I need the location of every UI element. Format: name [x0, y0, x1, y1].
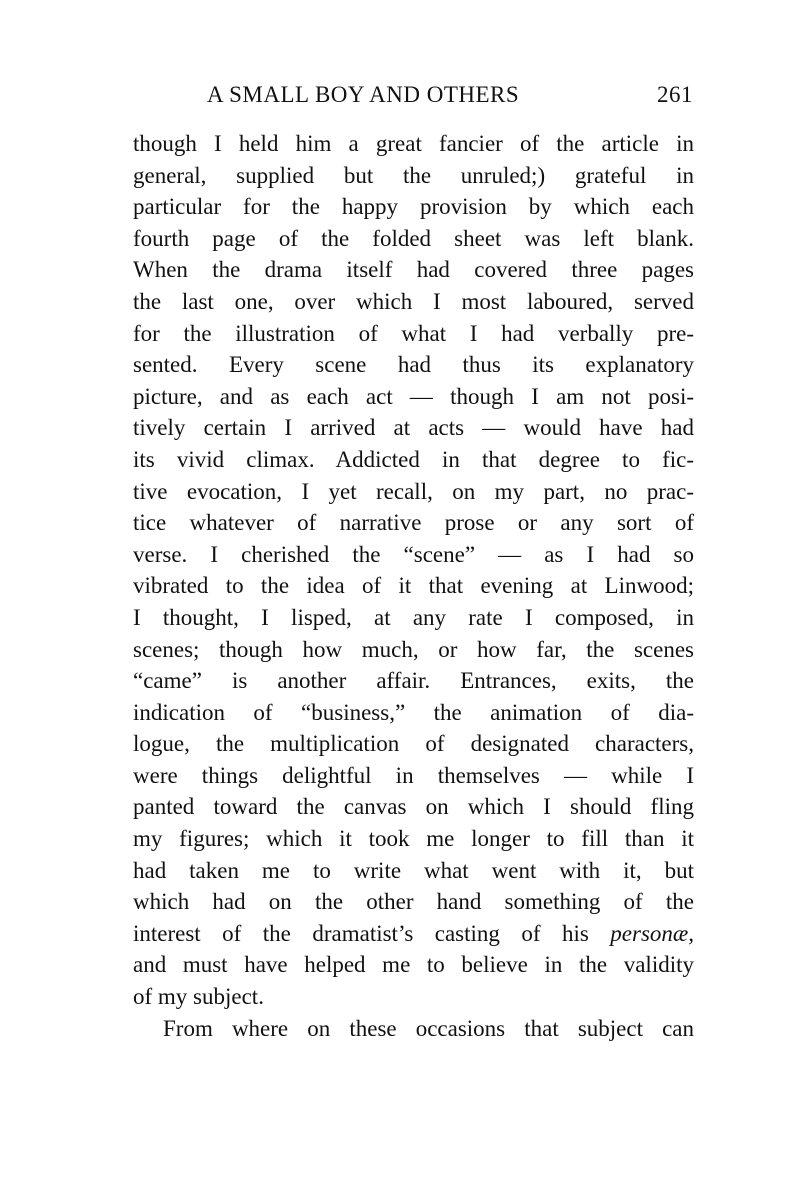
- text-line: sented. Every scene had thus its explanatory: [133, 352, 694, 378]
- text-line: for the illustration of what I had verbally pre-: [133, 320, 694, 346]
- text-line: logue, the multiplication of designated characters,: [133, 731, 694, 757]
- paragraph-end-line: of my subject.: [133, 984, 264, 1010]
- text-line: tive evocation, I yet recall, on my part, no prac-: [133, 478, 694, 504]
- page-number: 261: [657, 82, 693, 107]
- paragraph-start-line: From where on these occasions that subject can: [163, 1015, 694, 1041]
- text-line: I thought, I lisped, at any rate I composed, in: [133, 604, 694, 630]
- text-line: general, supplied but the unruled;) grateful in: [133, 162, 694, 188]
- text-line: scenes; though how much, or how far, the scenes: [133, 636, 694, 662]
- text-line: When the drama itself had covered three pages: [133, 257, 694, 283]
- text-line: were things delightful in themselves — while I: [133, 762, 694, 788]
- text-line: verse. I cherished the “scene” — as I had so: [133, 541, 694, 567]
- text-line: “came” is another affair. Entrances, exits, the: [133, 668, 694, 694]
- text-line: vibrated to the idea of it that evening at Linwood;: [133, 573, 694, 599]
- text-line: [133, 918, 694, 950]
- body-text: [133, 128, 694, 1044]
- text-line: which had on the other hand something of the: [133, 889, 694, 915]
- running-head: [207, 82, 693, 112]
- text-line: though I held him a great fancier of the article in: [133, 131, 694, 156]
- italic-word: personæ,: [610, 920, 694, 946]
- running-title: A SMALL BOY AND OTHERS: [207, 82, 520, 107]
- text-line: my figures; which it took me longer to fill than it: [133, 826, 694, 852]
- line-text: interest of the dramatist’s casting of his: [133, 920, 611, 946]
- text-line: had taken me to write what went with it, but: [133, 857, 694, 883]
- text-line: tice whatever of narrative prose or any sort of: [133, 510, 694, 536]
- text-line: tively certain I arrived at acts — would have had: [133, 415, 694, 441]
- text-line: panted toward the canvas on which I should fling: [133, 794, 694, 820]
- text-line: indication of “business,” the animation of dia-: [133, 699, 694, 725]
- text-line: picture, and as each act — though I am not posi-: [133, 383, 694, 409]
- text-line: the last one, over which I most laboured, served: [133, 288, 694, 314]
- text-line: particular for the happy provision by which each: [133, 194, 694, 220]
- text-line: its vivid climax. Addicted in that degree to fic-: [133, 446, 694, 472]
- text-line: fourth page of the folded sheet was left blank.: [133, 225, 694, 251]
- text-line: and must have helped me to believe in the validity: [133, 952, 694, 978]
